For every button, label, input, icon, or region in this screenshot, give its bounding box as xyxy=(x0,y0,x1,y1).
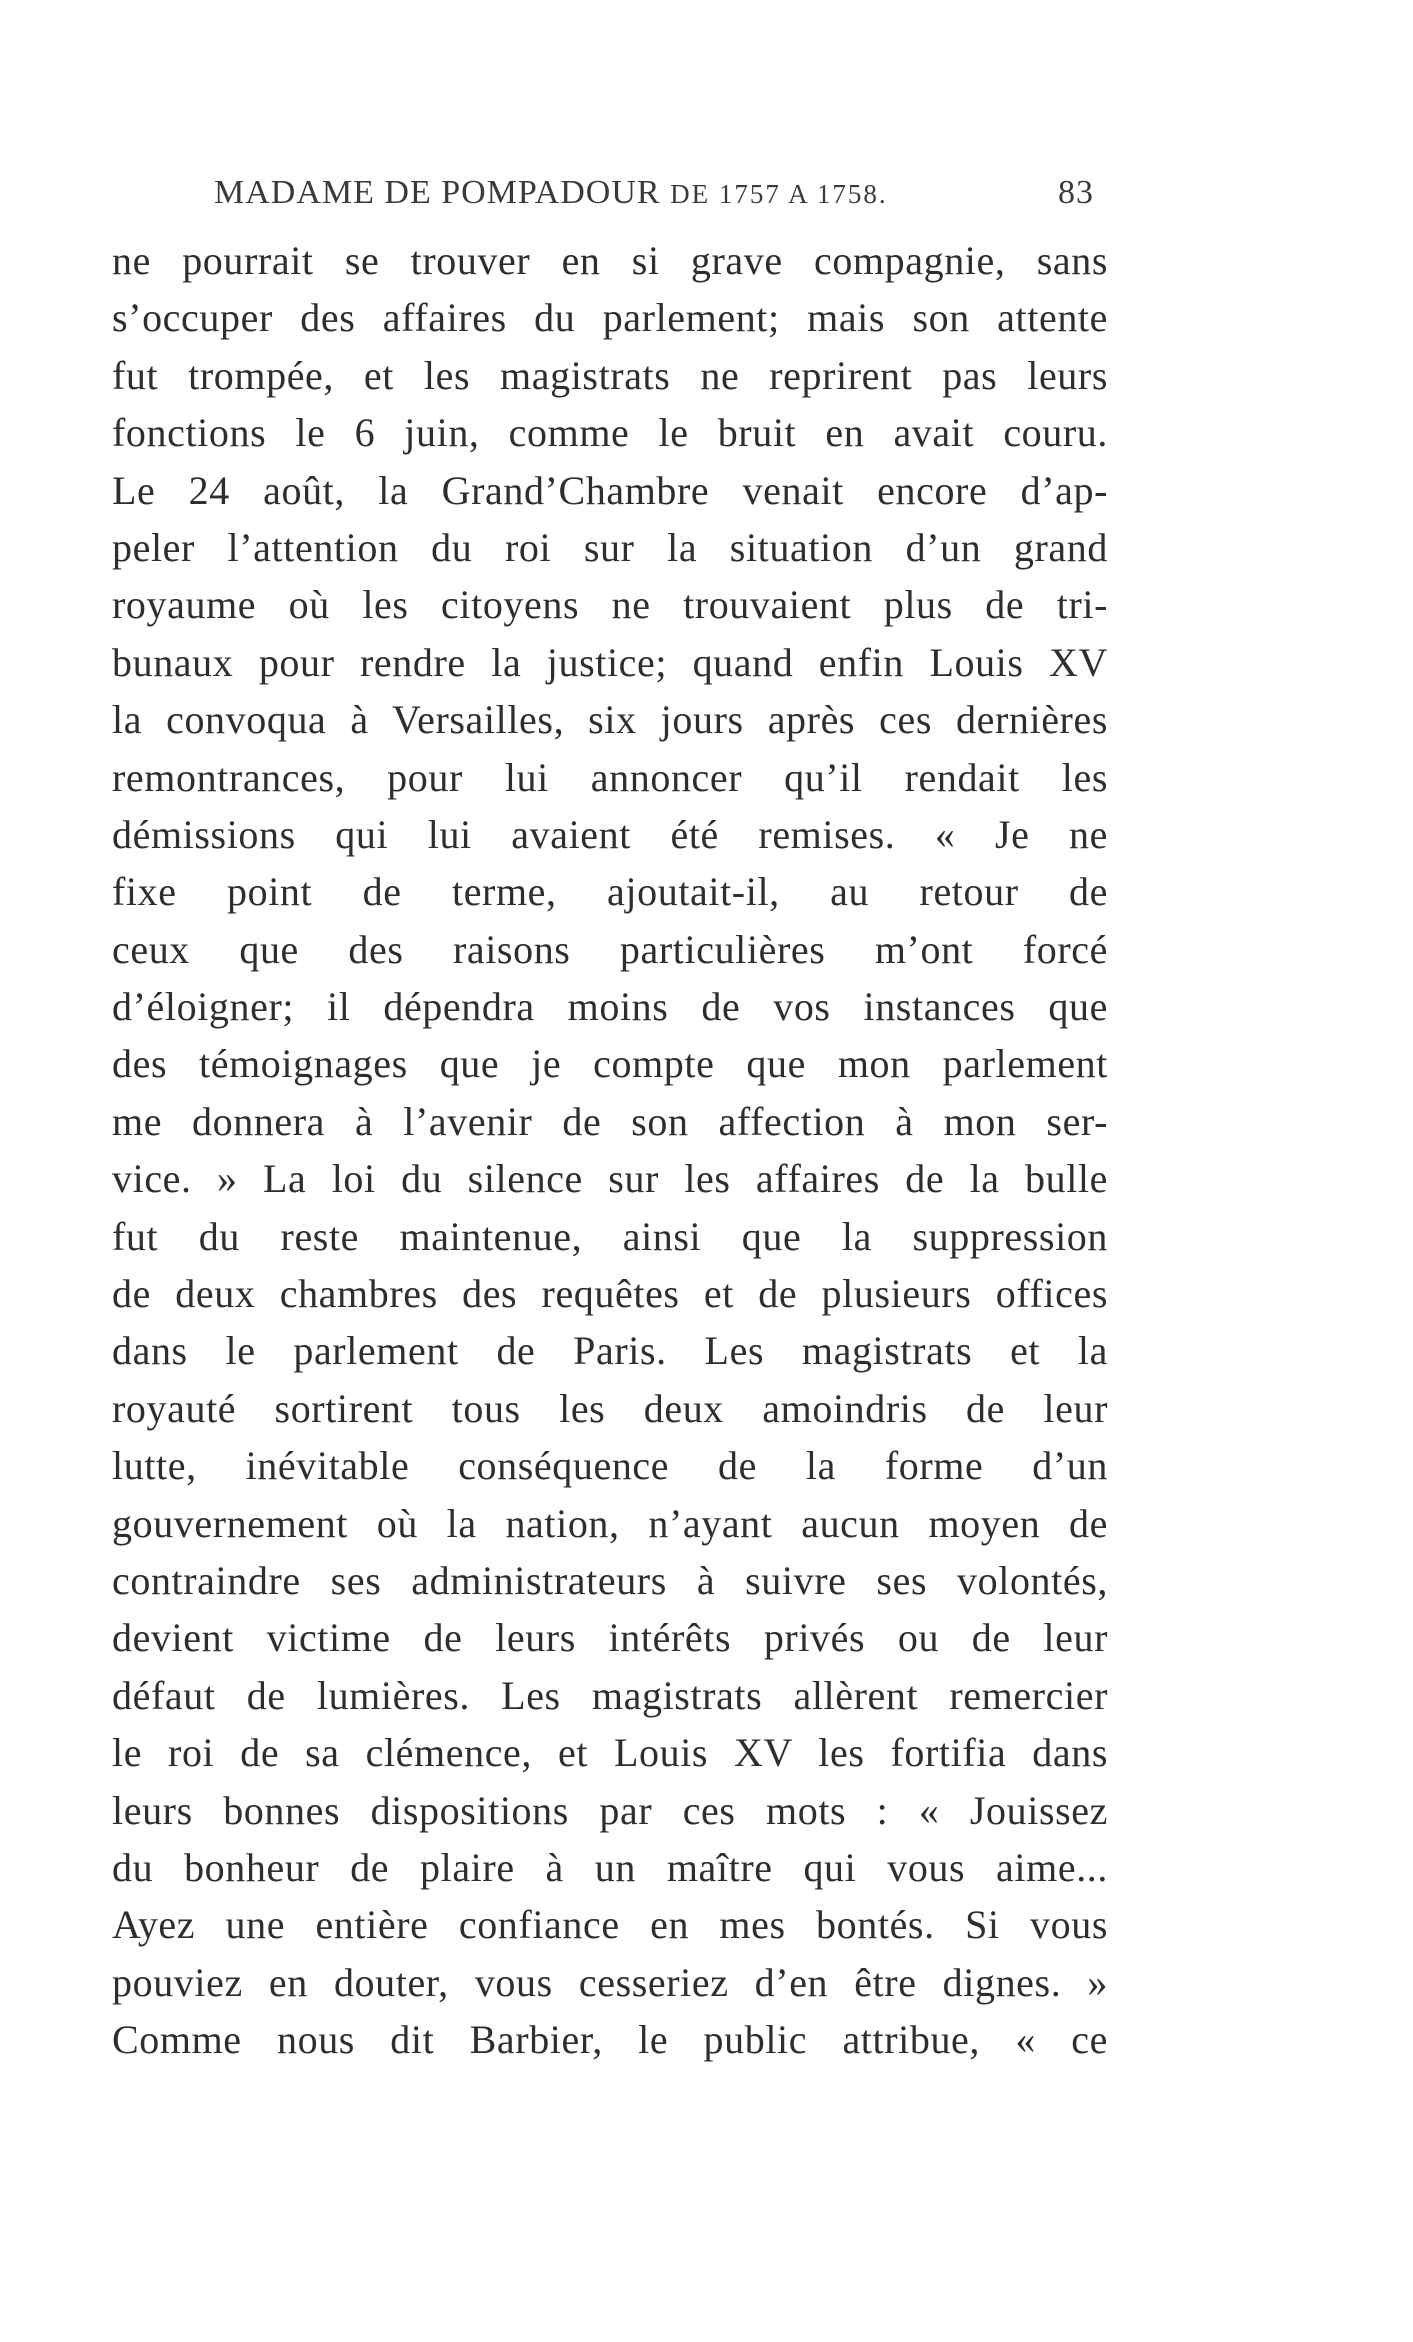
text-line: défaut de lumières. Les magistrats allèrent remercier xyxy=(112,1672,1108,1718)
text-line: ceux que des raisons particulières m’ont forcé xyxy=(112,926,1108,972)
text-line: royauté sortirent tous les deux amoindris de leur xyxy=(112,1385,1108,1431)
text-line: fut du reste maintenue, ainsi que la suppression xyxy=(112,1213,1108,1259)
text-line: fixe point de terme, ajoutait-il, au retour de xyxy=(112,869,1108,915)
running-title-name: MADAME DE POMPADOUR xyxy=(214,174,661,211)
text-line: fonctions le 6 juin, comme le bruit en avait couru. xyxy=(112,410,1108,456)
text-line: le roi de sa clémence, et Louis XV les fortifia dans xyxy=(112,1730,1108,1776)
text-line: peler l’attention du roi sur la situation d’un grand xyxy=(112,524,1108,570)
body-text xyxy=(112,232,1108,2069)
text-line: lutte, inévitable conséquence de la forme d’un xyxy=(112,1443,1108,1489)
text-line: royaume où les citoyens ne trouvaient plus de tri- xyxy=(112,582,1108,628)
text-line: vice. » La loi du silence sur les affaires de la bulle xyxy=(112,1156,1108,1202)
running-title xyxy=(214,174,888,212)
text-line: remontrances, pour lui annoncer qu’il rendait les xyxy=(112,754,1108,800)
text-line: Comme nous dit Barbier, le public attribue, « ce xyxy=(112,2017,1108,2063)
text-line: gouvernement où la nation, n’ayant aucun moyen de xyxy=(112,1500,1108,1546)
text-line: bunaux pour rendre la justice; quand enfin Louis XV xyxy=(112,639,1108,685)
text-line: s’occuper des affaires du parlement; mais son attente xyxy=(112,295,1108,341)
running-head xyxy=(214,174,1094,214)
text-line: ne pourrait se trouver en si grave compagnie, sans xyxy=(112,238,1108,283)
text-line: pouviez en douter, vous cesseriez d’en être dignes. » xyxy=(112,1959,1108,2005)
text-line: Ayez une entière confiance en mes bontés. Si vous xyxy=(112,1902,1108,1948)
text-line: démissions qui lui avaient été remises. « Je ne xyxy=(112,811,1108,857)
text-line: contraindre ses administrateurs à suivre ses volontés, xyxy=(112,1557,1108,1603)
text-line: du bonheur de plaire à un maître qui vous aime... xyxy=(112,1844,1108,1890)
text-line: Le 24 août, la Grand’Chambre venait encore d’ap- xyxy=(112,467,1108,513)
text-line: d’éloigner; il dépendra moins de vos instances que xyxy=(112,984,1108,1030)
page-number: 83 xyxy=(1058,174,1094,211)
running-title-dates: DE 1757 A 1758. xyxy=(670,179,888,209)
text-line: de deux chambres des requêtes et de plusieurs offices xyxy=(112,1271,1108,1317)
text-line: fut trompée, et les magistrats ne reprirent pas leurs xyxy=(112,352,1108,398)
text-line: leurs bonnes dispositions par ces mots : « Jouissez xyxy=(112,1787,1108,1833)
text-line: la convoqua à Versailles, six jours après ces dernières xyxy=(112,697,1108,743)
text-line: me donnera à l’avenir de son affection à mon ser- xyxy=(112,1098,1108,1144)
text-line: des témoignages que je compte que mon parlement xyxy=(112,1041,1108,1087)
text-line: devient victime de leurs intérêts privés ou de leur xyxy=(112,1615,1108,1661)
text-line: dans le parlement de Paris. Les magistrats et la xyxy=(112,1328,1108,1374)
